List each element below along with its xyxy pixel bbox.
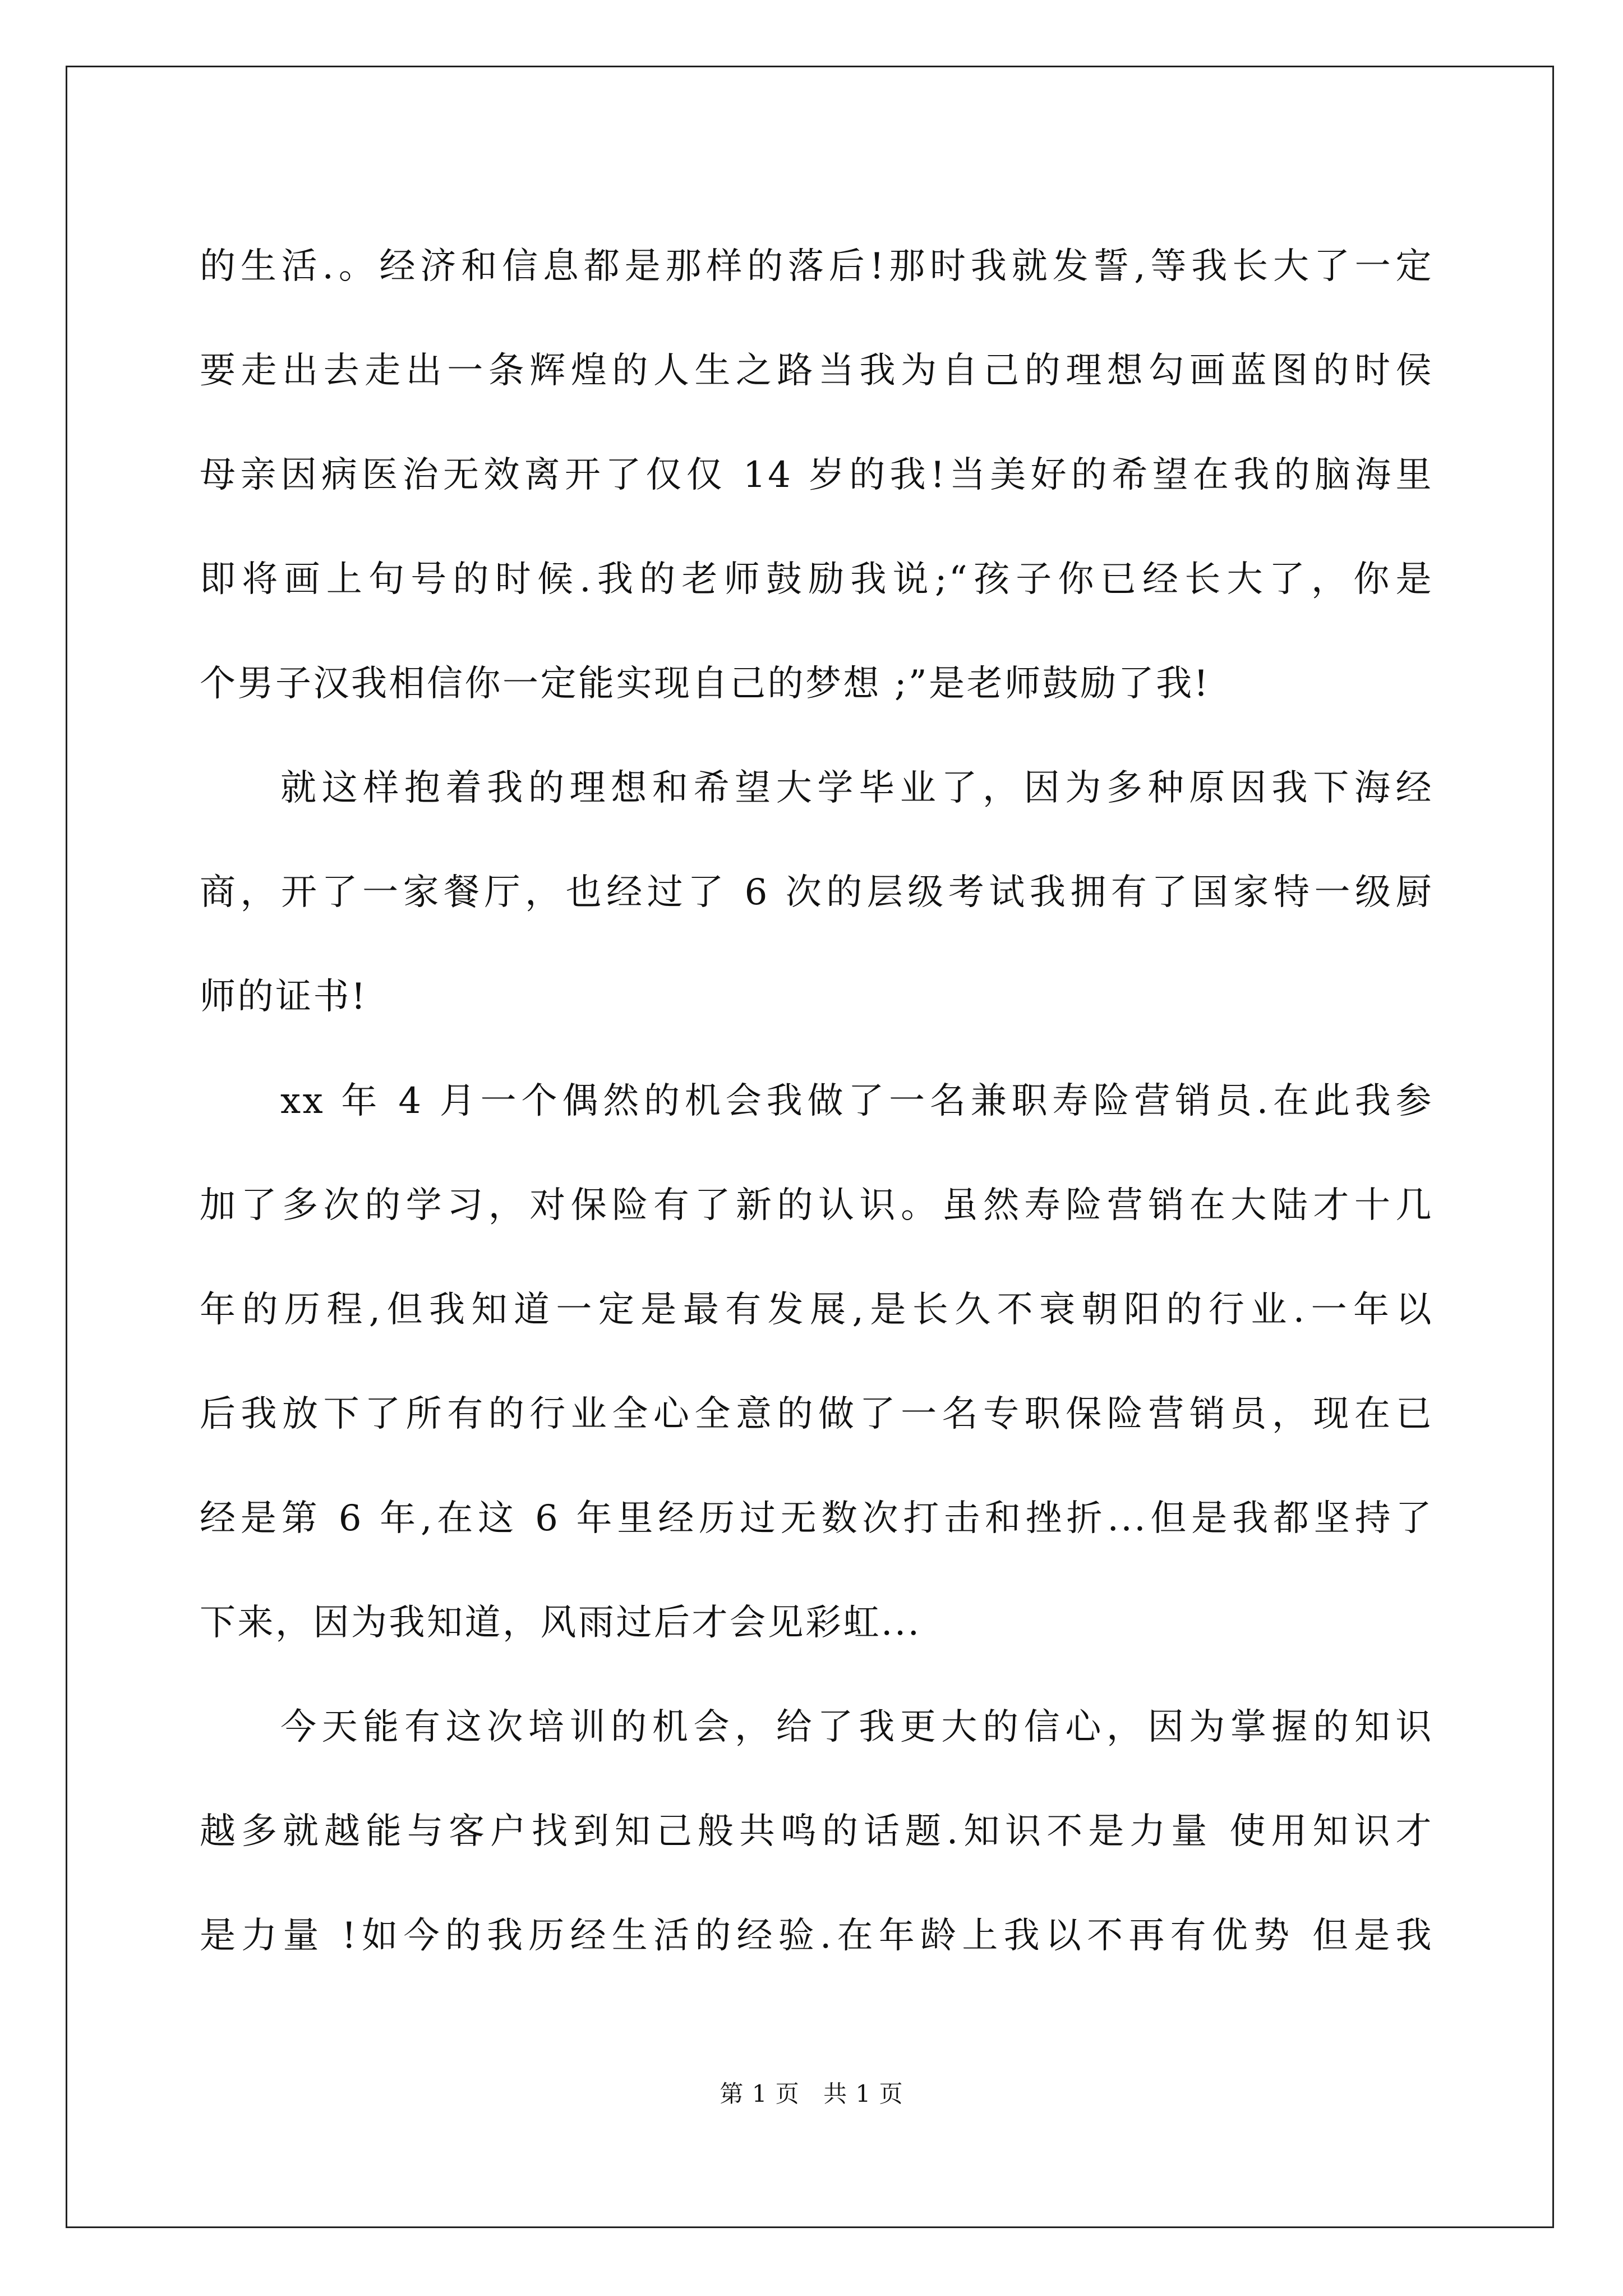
text-line: 越多就越能与客户找到知己般共鸣的话题.知识不是力量 使用知识才 (200, 1811, 1433, 1852)
text-line: 个男子汉我相信你一定能实现自己的梦想 ;”是老师鼓励了我! (200, 663, 1210, 705)
text-line: 商，开了一家餐厅，也经过了 6 次的层级考试我拥有了国家特一级厨 (200, 872, 1433, 913)
text-line: 加了多次的学习，对保险有了新的认识。虽然寿险营销在大陆才十几 (200, 1185, 1433, 1226)
paragraph-first-line: xx 年 4 月一个偶然的机会我做了一名兼职寿险营销员.在此我参 (280, 1080, 1433, 1122)
text-line: 下来，因为我知道，风雨过后才会见彩虹... (200, 1602, 921, 1644)
page-footer (0, 2076, 1623, 2109)
page-total: 共 1 页 (823, 2080, 903, 2108)
text-line: 后我放下了所有的行业全心全意的做了一名专职保险营销员，现在已 (200, 1393, 1433, 1435)
text-line: 经是第 6 年,在这 6 年里经历过无数次打击和挫折...但是我都坚持了 (200, 1498, 1433, 1539)
text-line: 母亲因病医治无效离开了仅仅 14 岁的我!当美好的希望在我的脑海里 (200, 454, 1433, 496)
page-number: 第 1 页 (720, 2080, 800, 2108)
text-line: 即将画上句号的时候.我的老师鼓励我说;“孩子你已经长大了，你是 (200, 559, 1433, 600)
text-line: 是力量 !如今的我历经生活的经验.在年龄上我以不再有优势 但是我 (200, 1915, 1433, 1957)
text-line: 要走出去走出一条辉煌的人生之路当我为自己的理想勾画蓝图的时侯 (200, 350, 1433, 392)
text-line: 师的证书! (200, 976, 368, 1018)
paragraph-first-line: 今天能有这次培训的机会，给了我更大的信心，因为掌握的知识 (280, 1706, 1433, 1748)
text-line: 的生活.。经济和信息都是那样的落后!那时我就发誓,等我长大了一定 (200, 246, 1433, 287)
text-line: 年的历程,但我知道一定是最有发展,是长久不衰朝阳的行业.一年以 (200, 1289, 1433, 1331)
paragraph-first-line: 就这样抱着我的理想和希望大学毕业了，因为多种原因我下海经 (280, 767, 1433, 809)
document-body (200, 214, 1433, 1988)
